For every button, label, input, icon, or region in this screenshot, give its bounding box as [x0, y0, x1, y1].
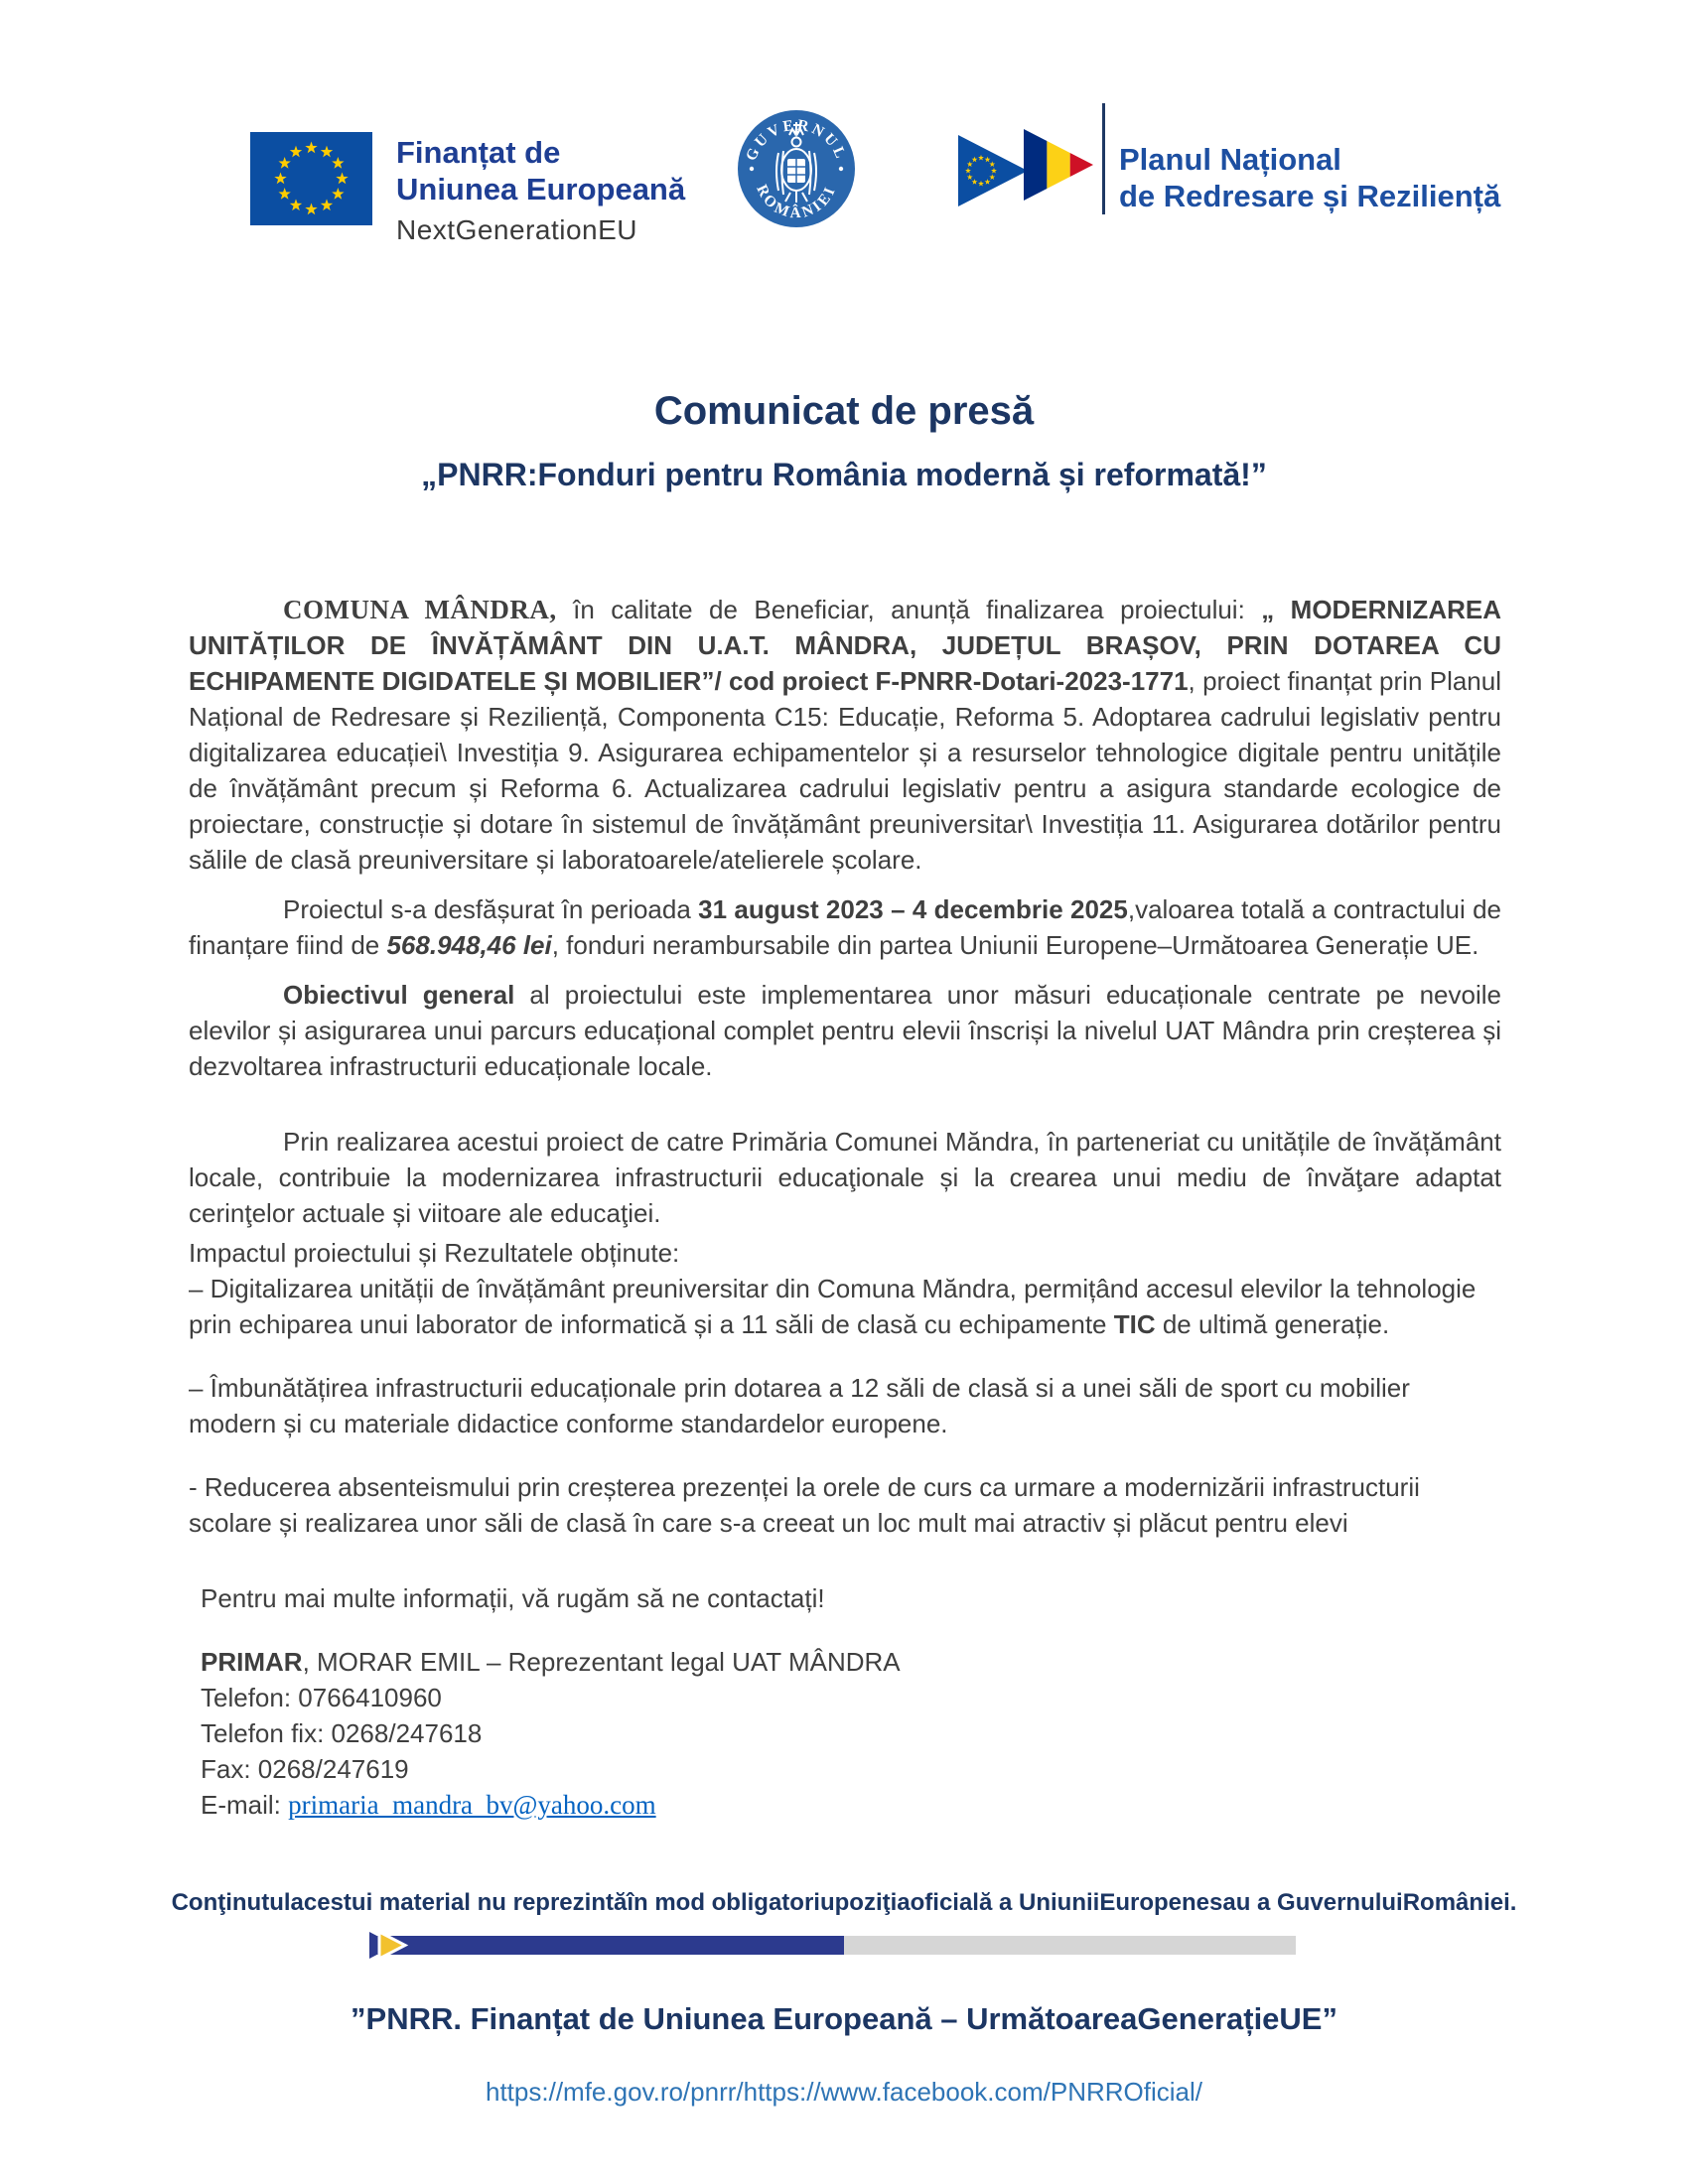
objective-label: Obiectivul general: [283, 980, 515, 1010]
document-body: [189, 592, 1501, 1823]
pnrr-eu-flag-chevron-icon: [958, 135, 1028, 206]
footer-bar: [377, 1936, 1296, 1955]
impact-item-digitalization: [189, 1271, 1501, 1342]
impact1-text1: – Digitalizarea unității de învățământ preuniversitar din Comuna Măndra, permițând accesul elevilor la tehnologie prin echiparea unui laborator de informatică și a 11 săli de clasă cu echipamente: [189, 1274, 1477, 1339]
contact-email-line: [201, 1787, 1501, 1823]
p2-text2: ,valoarea totală a contractului de finanțare fiind de: [189, 894, 1502, 960]
footer-bar-chevron-icon: [369, 1931, 421, 1960]
email-link[interactable]: primaria_mandra_bv@yahoo.com: [288, 1790, 656, 1820]
impact-heading: Impactul proiectului și Rezultatele obținute:: [189, 1238, 680, 1268]
seal-bottom-text: ROMÂNIEI: [753, 182, 840, 222]
email-label: E-mail:: [201, 1790, 289, 1820]
impact1-tic: TIC: [1113, 1309, 1156, 1339]
contract-value: 568.948,46 lei: [386, 930, 552, 960]
guvernul-romaniei-seal: [737, 109, 856, 228]
project-period: 31 august 2023 – 4 decembrie 2025: [698, 894, 1128, 924]
page-title: Comunicat de presă: [653, 389, 1035, 433]
contact-phone-fix: Telefon fix: 0268/247618: [201, 1718, 483, 1748]
pnrr-logo: [958, 99, 1499, 218]
project-title-and-code: „ MODERNIZAREA UNITĂȚILOR DE ÎNVĂȚĂMÂNT DIN U.A.T. MÂNDRA, JUDEȚUL BRAȘOV, PRIN DOTAREA CU ECHIPAMENTE DIGIDATELE ȘI MOBILIER”/ cod proiect F-PNRR-Dotari-2023-1771: [189, 595, 1501, 696]
impact-item-absenteeism: - Reducerea absenteismului prin creșterea prezenței la orele de curs ca urmare a modernizării infrastructurii scolare și realizarea unor săli de clasă în care s-a creeat un loc mult mai atractiv și plăcut pentru elevi: [189, 1472, 1420, 1538]
footer-bar-gray-segment: [844, 1936, 1296, 1955]
contact-block: [189, 1580, 1501, 1823]
pnrr-title-line2: de Redresare și Reziliență: [1119, 179, 1501, 213]
eu-flag-icon: [250, 132, 372, 225]
paragraph-project-announcement: [189, 592, 1501, 878]
impact1-text2: de ultimă generație.: [1155, 1309, 1390, 1339]
page-subtitle: „PNRR:Fonduri pentru România modernă și reformată!”: [421, 457, 1267, 492]
contact-fax: Fax: 0268/247619: [201, 1754, 409, 1784]
contact-intro: Pentru mai multe informații, vă rugăm să ne contactați!: [201, 1583, 825, 1613]
pnrr-logo-divider: [1102, 103, 1105, 214]
paragraph-period-value: [189, 891, 1501, 963]
eu-funded-line2: Uniunea Europeană: [396, 172, 686, 206]
contact-phone: Telefon: 0766410960: [201, 1683, 442, 1712]
paragraph-objective: [189, 977, 1501, 1084]
contact-primar-line: [201, 1644, 1501, 1680]
footer-links[interactable]: https://mfe.gov.ro/pnrr/https://www.facebook.com/PNRROficial/: [486, 2077, 1202, 2107]
pnrr-romania-flag-chevron-icon: [1024, 129, 1093, 201]
footer-bar-navy-segment: [377, 1936, 844, 1955]
p2-text1: Proiectul s-a desfășurat în perioada: [283, 894, 699, 924]
p1-text1: în calitate de Beneficiar, anunță finalizarea proiectului:: [556, 595, 1262, 624]
primar-name: , MORAR EMIL – Reprezentant legal UAT MÂNDRA: [302, 1647, 901, 1677]
disclaimer-text: Conţinutulacestui material nu reprezintăîn mod obligatoriupoziţiaoficială a UniuniiEuropenesau a GuvernuluiRomâniei.: [171, 1889, 1517, 1916]
primar-label: PRIMAR: [201, 1647, 303, 1677]
impact-item-furniture: – Îmbunătățirea infrastructurii educaționale prin dotarea a 12 săli de clasă si a unei săli de sport cu mobilier modern și cu materiale didactice conforme standardelor europene.: [189, 1373, 1410, 1438]
eu-funded-line1: Finanțat de: [396, 135, 561, 170]
pnrr-logo-text: [1119, 141, 1500, 214]
beneficiary-name: COMUNA MÂNDRA,: [283, 595, 557, 624]
p1-text2: , proiect finanțat prin Planul Național de Redresare și Reziliență, Componenta C15: Educație, Reforma 5. Adoptarea cadrului legislativ pentru digitalizarea educației\ Investiția 9. Asigurarea echipamentelor și a resurselor tehnologice digitale pentru unitățile de învățământ precum și Reforma 6. Actualizarea cadrului legislativ pentru a asigura standarde ecologice de proiectare, construcție și dotare în sistemul de învățământ preuniversitar\ Investiția 11. Asigurarea dotărilor pentru sălile de clasă preuniversitare și laboratoarele/atelierele școlare.: [189, 666, 1502, 875]
eu-nextgen-label: NextGenerationEU: [396, 214, 638, 245]
p4-text: Prin realizarea acestui proiect de catre Primăria Comunei Măndra, în parteneriat cu unitățile de învățământ locale, contribuie la modernizarea infrastructurii educaţionale și la crearea unui mediu de învăţare adaptat cerinţelor actuale și viitoare ale educaţiei.: [189, 1127, 1501, 1228]
paragraph-partnership: [189, 1124, 1501, 1231]
eu-funded-text: [396, 132, 685, 247]
p3-text: al proiectului este implementarea unor măsuri educaționale centrate pe nevoile elevilor și asigurarea unui parcurs educațional complet pentru elevii înscriși la nivelul UAT Mândra prin creșterea și dezvoltarea infrastructurii educaționale locale.: [189, 980, 1501, 1081]
pnrr-slogan: ”PNRR. Finanțat de Uniunea Europeană – UrmătoareaGenerațieUE”: [351, 2001, 1337, 2036]
pnrr-title-line1: Planul Național: [1119, 142, 1341, 177]
eu-funded-logo: [250, 132, 685, 247]
p2-text3: , fonduri nerambursabile din partea Uniunii Europene–Următoarea Generație UE.: [551, 930, 1479, 960]
seal-top-text: GUVERNUL: [742, 116, 850, 164]
